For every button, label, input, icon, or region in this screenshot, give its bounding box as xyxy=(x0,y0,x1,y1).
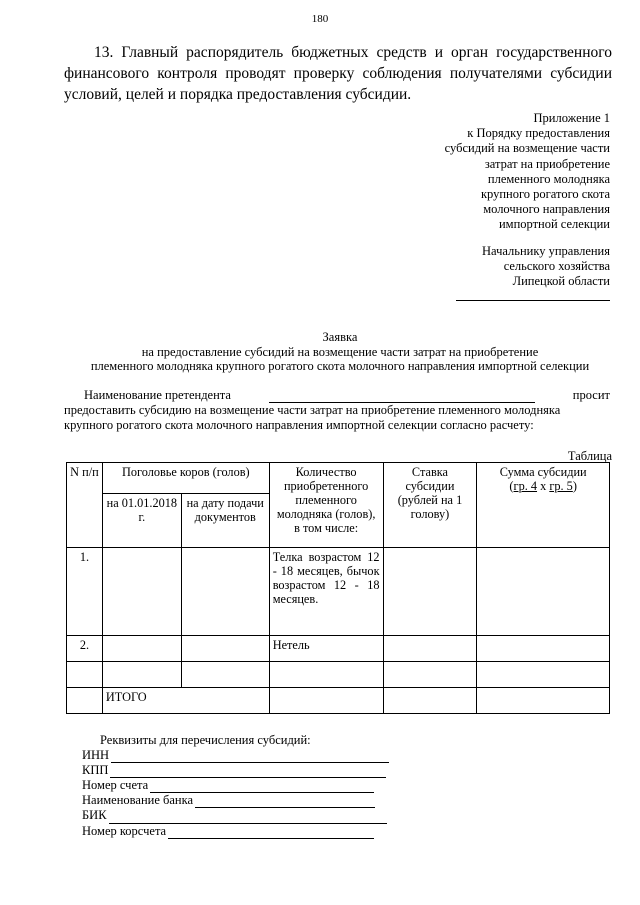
account-field[interactable] xyxy=(150,781,374,793)
cell-rate[interactable] xyxy=(383,662,477,688)
col-num-header: N п/п xyxy=(67,463,103,548)
column-ref-5: гр. 5 xyxy=(549,479,573,493)
row-description: Телка возрастом 12 - 18 месяцев, бычок возрастом 12 - 18 месяцев. xyxy=(269,548,383,636)
row-description: Нетель xyxy=(269,636,383,662)
request-text xyxy=(64,388,610,433)
table-label: Таблица xyxy=(567,449,612,463)
appendix-line: к Порядку предоставления xyxy=(467,126,610,141)
row-num xyxy=(67,662,103,688)
total-rate-cell[interactable] xyxy=(383,688,477,714)
row-num: 2. xyxy=(67,636,103,662)
appendix-line: затрат на приобретение xyxy=(484,156,610,171)
requisite-corr-account xyxy=(82,824,422,839)
requisite-label: ИНН xyxy=(82,748,110,763)
application-title-block xyxy=(60,330,620,374)
table-header-row xyxy=(67,463,610,494)
appendix-line: Приложение 1 xyxy=(533,111,610,125)
cell-sum[interactable] xyxy=(477,548,610,636)
total-num-cell xyxy=(67,688,103,714)
requisite-label: Номер счета xyxy=(82,778,149,793)
appendix-header xyxy=(370,111,610,233)
cell-herd-date[interactable] xyxy=(102,548,181,636)
requisite-bank xyxy=(82,793,422,808)
application-subtitle: на предоставление субсидий на возмещение части затрат на приобретение xyxy=(141,344,539,359)
cell-sum[interactable] xyxy=(477,662,610,688)
cell-herd-submit[interactable] xyxy=(181,636,269,662)
cell-herd-submit[interactable] xyxy=(181,662,269,688)
kpp-field[interactable] xyxy=(110,766,386,778)
appendix-line: крупного рогатого скота xyxy=(480,187,610,202)
requisite-inn xyxy=(82,748,422,763)
application-subtitle: племенного молодняка крупного рогатого скота молочного направления импортной селекции xyxy=(90,359,590,373)
requisites-heading: Реквизиты для перечисления субсидий: xyxy=(100,733,311,747)
addressee-line: сельского хозяйства xyxy=(503,259,610,274)
total-label: ИТОГО xyxy=(102,688,269,714)
request-body-line: крупного рогатого скота молочного направления импортной селекции согласно расчету: xyxy=(64,418,534,432)
requisite-kpp xyxy=(82,763,422,778)
sum-header-text: Сумма субсидии xyxy=(499,465,587,479)
request-body-line: предоставить субсидию на возмещение части затрат на приобретение племенного молодняка xyxy=(64,403,561,417)
requisite-label: Номер корсчета xyxy=(82,823,167,838)
applicant-line xyxy=(64,388,610,403)
total-quantity-cell[interactable] xyxy=(269,688,383,714)
row-num: 1. xyxy=(67,548,103,636)
cell-herd-date[interactable] xyxy=(102,662,181,688)
cell-sum[interactable] xyxy=(477,636,610,662)
subsidy-table xyxy=(66,462,610,714)
requisite-bik xyxy=(82,808,422,823)
col-rate-header: Ставка субсидии (рублей на 1 голову) xyxy=(383,463,477,548)
application-title: Заявка xyxy=(322,330,358,344)
payment-requisites xyxy=(82,733,422,839)
row-description xyxy=(269,662,383,688)
appendix-line: импортной селекции xyxy=(498,217,610,232)
bik-field[interactable] xyxy=(109,812,387,824)
cell-herd-submit[interactable] xyxy=(181,548,269,636)
cell-rate[interactable] xyxy=(383,548,477,636)
applicant-label: Наименование претендента xyxy=(84,388,231,402)
col-herd-submit-header: на дату подачи документов xyxy=(181,494,269,548)
inn-field[interactable] xyxy=(111,751,389,763)
appendix-line: молочного направления xyxy=(483,202,610,217)
requisite-label: БИК xyxy=(82,808,107,823)
col-sum-header: Сумма субсидии (гр. 4 x гр. 5) xyxy=(477,463,610,548)
cell-herd-date[interactable] xyxy=(102,636,181,662)
requisite-label: КПП xyxy=(82,763,109,778)
table-row xyxy=(67,548,610,636)
asks-word: просит xyxy=(572,388,610,402)
requisite-label: Наименование банка xyxy=(82,793,194,808)
appendix-line: племенного молодняка xyxy=(487,171,610,186)
col-herd-date-header: на 01.01.2018 г. xyxy=(102,494,181,548)
col-herd-header: Поголовье коров (голов) xyxy=(102,463,269,494)
appendix-line: субсидий на возмещение части xyxy=(444,141,610,156)
table-row xyxy=(67,662,610,688)
total-sum-cell[interactable] xyxy=(477,688,610,714)
table-total-row xyxy=(67,688,610,714)
corr-account-field[interactable] xyxy=(168,827,374,839)
cell-rate[interactable] xyxy=(383,636,477,662)
addressee xyxy=(370,244,610,290)
column-ref-4: гр. 4 xyxy=(513,479,538,493)
paragraph-13: 13. Главный распорядитель бюджетных средств и орган государственного финансового контроля проводят проверку соблюдения получателями субсидии условий, целей и порядка предоставления субсидии. xyxy=(64,44,612,103)
col-quantity-header: Количество приобретенного племенного молодняка (голов), в том числе: xyxy=(269,463,383,548)
addressee-line: Липецкой области xyxy=(512,274,610,289)
bank-name-field[interactable] xyxy=(195,796,375,808)
table-row xyxy=(67,636,610,662)
page-number: 180 xyxy=(311,13,329,25)
addressee-signature-line xyxy=(456,300,610,301)
applicant-name-field[interactable] xyxy=(269,391,535,403)
requisite-account xyxy=(82,778,422,793)
addressee-line: Начальнику управления xyxy=(482,244,610,258)
